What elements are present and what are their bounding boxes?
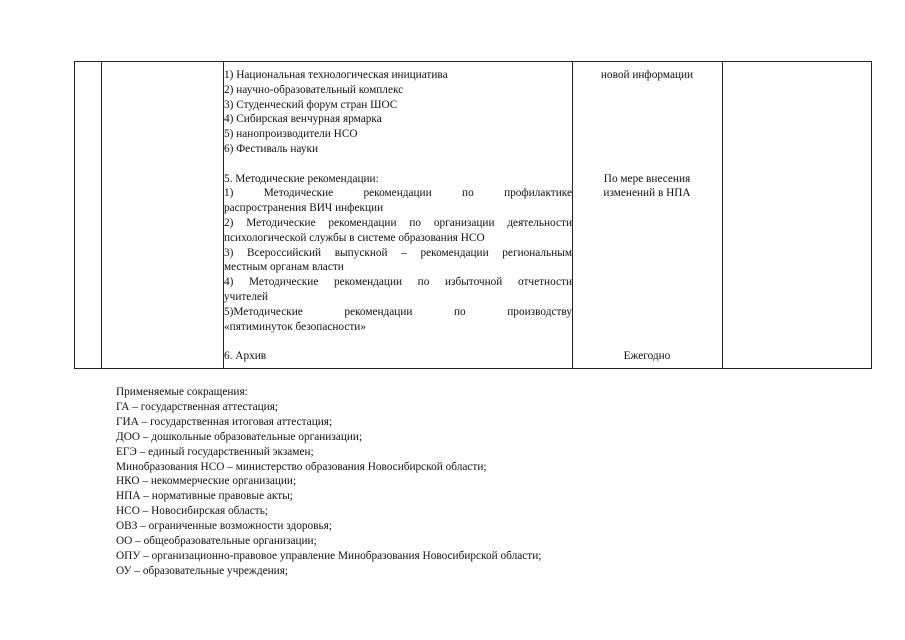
event-item: 1) Национальная технологическая инициатива bbox=[224, 69, 448, 81]
archive-item: 6. Архив bbox=[224, 350, 267, 363]
methodical-item-line: 4) Методические рекомендации по избыточной отчетности bbox=[224, 276, 572, 289]
event-item: 2) научно-образовательный комплекс bbox=[224, 83, 404, 96]
methodical-item-line: учителей bbox=[224, 290, 269, 303]
event-item: 5) нанопроизводители НСО bbox=[224, 128, 358, 141]
abbreviation-item: Минобразования НСО – министерство образования Новосибирской области; bbox=[116, 460, 487, 473]
period-text: новой информации bbox=[600, 69, 694, 81]
column-divider bbox=[722, 62, 723, 368]
abbreviation-item: ГИА – государственная итоговая аттестация; bbox=[116, 415, 333, 428]
abbreviation-item: НКО – некоммерческие организации; bbox=[116, 475, 297, 488]
methodical-item-line: психологической службы в системе образования НСО bbox=[224, 231, 485, 244]
methodical-item-line: 2) Методические рекомендации по организации деятельности bbox=[224, 216, 572, 229]
column-divider bbox=[101, 62, 102, 368]
abbreviation-item: ОПУ – организационно-правовое управление Минобразования Новосибирской области; bbox=[116, 549, 542, 562]
event-item: 3) Студенческий форум стран ШОС bbox=[224, 98, 398, 111]
event-item: 4) Сибирская венчурная ярмарка bbox=[224, 113, 382, 126]
period-text: По мере внесения bbox=[603, 172, 691, 185]
abbreviation-item: ОУ – образовательные учреждения; bbox=[116, 564, 289, 577]
content-cell bbox=[224, 68, 572, 364]
event-item: 6) Фестиваль науки bbox=[224, 142, 319, 155]
period-text: Ежегодно bbox=[623, 350, 671, 363]
methodical-item-line: распространения ВИЧ инфекции bbox=[224, 202, 384, 215]
methodical-item-line: «пятиминуток безопасности» bbox=[224, 320, 366, 333]
abbreviations-heading: Применяемые сокращения: bbox=[116, 386, 248, 398]
abbreviation-item: ОВЗ – ограниченные возможности здоровья; bbox=[116, 520, 332, 533]
period-cell bbox=[572, 68, 722, 364]
abbreviation-item: НПА – нормативные правовые акты; bbox=[116, 490, 293, 503]
abbreviation-item: ОО – общеобразовательные организации; bbox=[116, 535, 317, 548]
methodical-heading: 5. Методические рекомендации: bbox=[224, 172, 379, 185]
abbreviation-item: НСО – Новосибирская область; bbox=[116, 505, 269, 518]
abbreviation-item: ДОО – дошкольные образовательные организации; bbox=[116, 430, 363, 443]
abbreviation-item: ЕГЭ – единый государственный экзамен; bbox=[116, 445, 314, 458]
methodical-item-line: 5)Методические рекомендации по производству bbox=[224, 305, 572, 318]
methodical-item-line: местным органам власти bbox=[224, 261, 344, 274]
methodical-item-line: 3) Всероссийский выпускной – рекомендации региональным bbox=[224, 246, 572, 259]
abbreviation-item: ГА – государственная аттестация; bbox=[116, 400, 279, 413]
abbreviations-list bbox=[116, 385, 816, 579]
period-text: изменений в НПА bbox=[603, 187, 691, 200]
plan-table bbox=[74, 61, 872, 369]
methodical-item-line: 1) Методические рекомендации по профилактике bbox=[224, 187, 572, 200]
